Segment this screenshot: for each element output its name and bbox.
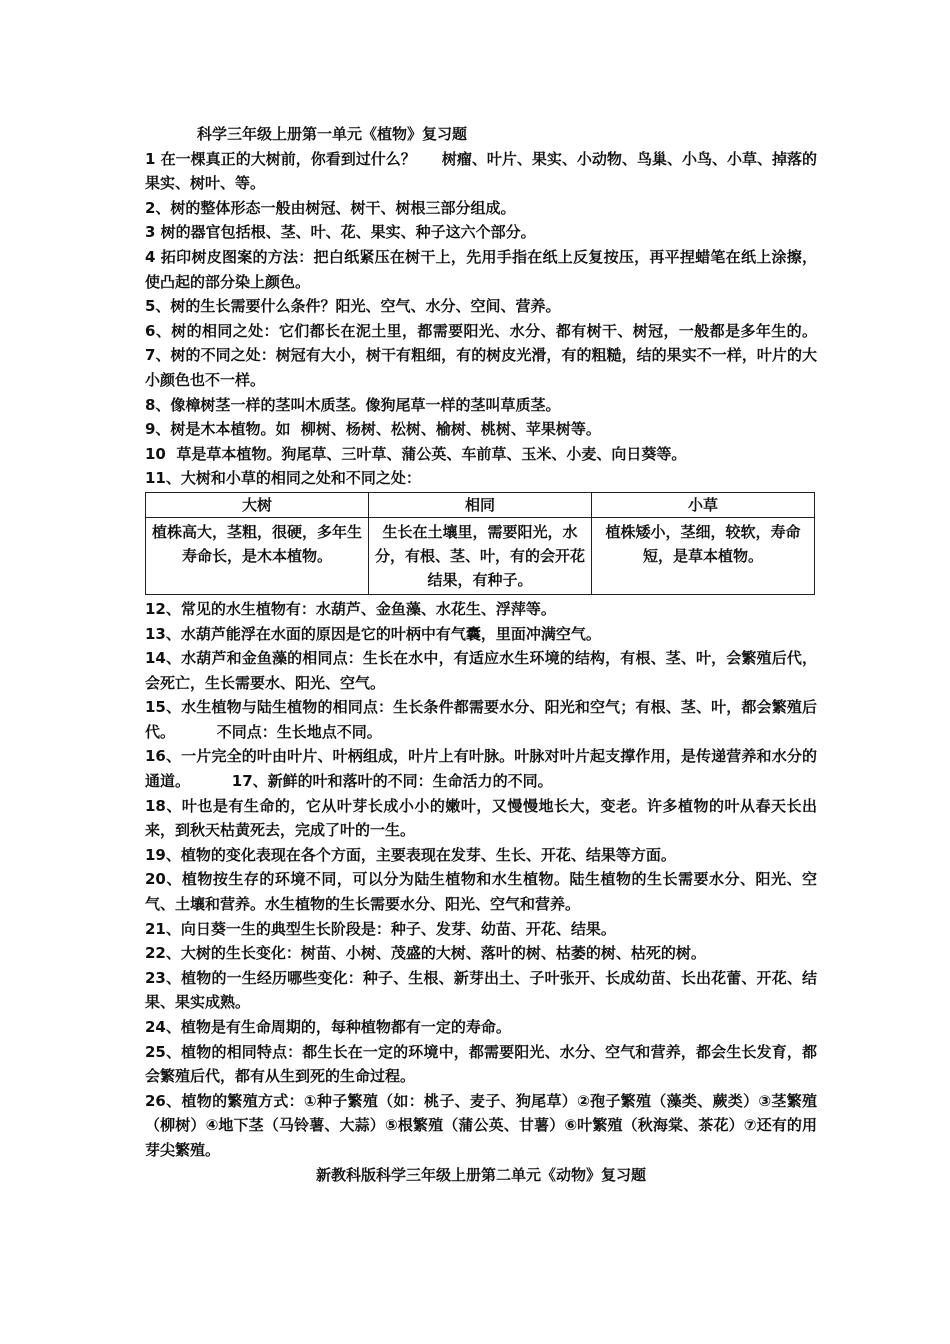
paragraph: 13、水葫芦能浮在水面的原因是它的叶柄中有气囊，里面冲满空气。: [145, 624, 601, 643]
paragraph: 19、植物的变化表现在各个方面，主要表现在发芽、生长、开花、结果等方面。: [145, 845, 676, 864]
paragraph: 22、大树的生长变化：树苗、小树、茂盛的大树、落叶的树、枯萎的树、枯死的树。: [145, 944, 706, 963]
table-header-cell: 大树: [146, 492, 369, 517]
paragraph: 10 草是草本植物。狗尾草、三叶草、蒲公英、车前草、玉米、小麦、向日葵等。: [145, 444, 687, 463]
paragraph: 2、树的整体形态一般由树冠、树干、树根三部分组成。: [145, 198, 516, 217]
paragraph: 11、大树和小草的相同之处和不同之处：: [145, 469, 421, 488]
table-row: [146, 517, 815, 594]
paragraph: 24、植物是有生命周期的，每种植物都有一定的寿命。: [145, 1018, 511, 1036]
paragraph: 1 在一棵真正的大树前，你看到过什么？ 树瘤、叶片、果实、小动物、鸟巢、小鸟、小草、掉落的果实、树叶、等。: [145, 149, 817, 193]
section-title: 新教科版科学三年级上册第二单元《动物》复习题: [315, 1165, 646, 1184]
paragraph: 15、水生植物与陆生植物的相同点：生长条件都需要水分、阳光和空气；有根、茎、叶，都会繁殖后代。 不同点：生长地点不同。: [145, 698, 817, 741]
document-title: 科学三年级上册第一单元《植物》复习题: [197, 125, 468, 143]
paragraph: 5、树的生长需要什么条件？阳光、空气、水分、空间、营养。: [145, 297, 561, 316]
comparison-table: [145, 492, 815, 595]
paragraph: 12、常见的水生植物有：水葫芦、金鱼藻、水花生、浮萍等。: [145, 599, 556, 618]
paragraph: 23、植物的一生经历哪些变化：种子、生根、新芽出土、子叶张开、长成幼苗、长出花蕾、开花、结果、果实成熟。: [145, 968, 817, 1012]
table-cell: 生长在土壤里，需要阳光，水分，有根、茎、叶，有的会开花结果，有种子。: [369, 517, 592, 594]
paragraph: 26、植物的繁殖方式：①种子繁殖（如：桃子、麦子、狗尾草）②孢子繁殖（藻类、蕨类）③茎繁殖（柳树）④地下茎（马铃薯、大蒜）⑤根繁殖（蒲公英、甘薯）⑥叶繁殖（秋海棠、茶花）⑦还有的用芽尖繁殖。: [145, 1091, 817, 1159]
paragraph: 8、像樟树茎一样的茎叫木质茎。像狗尾草一样的茎叫草质茎。: [145, 395, 561, 414]
paragraph: 25、植物的相同特点：都生长在一定的环境中，都需要阳光、水分、空气和营养，都会生长发育，都会繁殖后代，都有从生到死的生命过程。: [145, 1042, 817, 1086]
table-cell: 植株矮小，茎细，较软，寿命短，是草本植物。: [592, 517, 815, 594]
paragraph: 18、叶也是有生命的，它从叶芽长成小小的嫩叶，又慢慢地长大，变老。许多植物的叶从春天长出来，到秋天枯黄死去，完成了叶的一生。: [145, 796, 817, 840]
paragraph: 9、树是木本植物。如 柳树、杨树、松树、榆树、桃树、苹果树等。: [145, 420, 601, 439]
table-cell: 植株高大，茎粗，很硬，多年生寿命长，是木本植物。: [146, 517, 369, 594]
paragraph: 3 树的器官包括根、茎、叶、花、果实、种子这六个部分。: [145, 223, 536, 242]
paragraph: 14、水葫芦和金鱼藻的相同点：生长在水中，有适应水生环境的结构，有根、茎、叶，会繁殖后代，会死亡，生长需要水、阳光、空气。: [145, 649, 817, 692]
table-header-cell: 相同: [369, 492, 592, 517]
document-page: [145, 122, 823, 1187]
table-header-row: [146, 492, 815, 517]
paragraph: 21、向日葵一生的典型生长阶段是：种子、发芽、幼苗、开花、结果。: [145, 919, 616, 938]
paragraph: 6、树的相同之处：它们都长在泥土里，都需要阳光、水分、都有树干、树冠，一般都是多年生的。 7、树的不同之处：树冠有大小，树干有粗细，有的树皮光滑，有的粗糙，结的果实不一样，叶片的大小颜色也不一样。: [145, 321, 823, 389]
table-header-cell: 小草: [592, 492, 815, 517]
paragraph: 16、一片完全的叶由叶片、叶柄组成，叶片上有叶脉。叶脉对叶片起支撑作用，是传递营养和水分的通道。 17、新鲜的叶和落叶的不同：生命活力的不同。: [145, 747, 817, 791]
paragraph: 20、植物按生存的环境不同，可以分为陆生植物和水生植物。陆生植物的生长需要水分、阳光、空气、土壤和营养。水生植物的生长需要水分、阳光、空气和营养。: [145, 870, 817, 914]
paragraph: 4 拓印树皮图案的方法：把白纸紧压在树干上，先用手指在纸上反复按压，再平捏蜡笔在纸上涂擦，使凸起的部分染上颜色。: [145, 247, 817, 291]
